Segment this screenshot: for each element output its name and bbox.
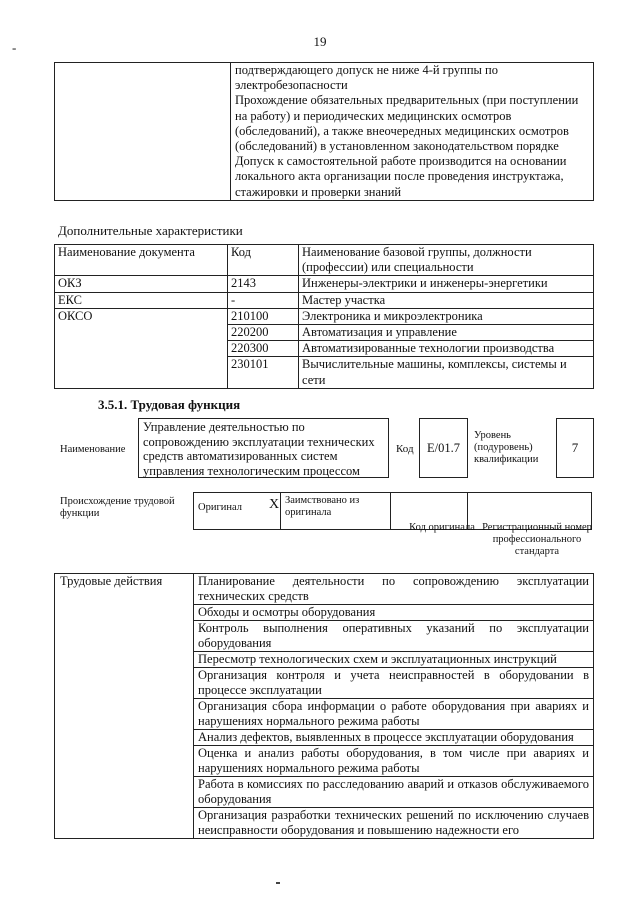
table-cell-empty <box>55 63 231 201</box>
doc-cell: ЕКС <box>55 292 228 308</box>
page-number: 19 <box>313 34 327 49</box>
doc-cell: ОКСО <box>55 308 228 388</box>
table-header-row <box>55 245 594 276</box>
table-row <box>55 276 594 292</box>
name-label: Наименование <box>60 444 126 455</box>
name-cell: Инженеры-электрики и инженеры-энергетики <box>299 276 594 292</box>
code-box: E/01.7 <box>419 418 468 478</box>
code-cell: 2143 <box>228 276 299 292</box>
labour-action-item: Работа в комиссиях по расследованию аварий и отказов обслуживаемого оборудования <box>194 777 594 808</box>
code-cell: 220200 <box>228 325 299 341</box>
labour-actions-table <box>54 573 594 839</box>
labour-action-item: Оценка и анализ работы оборудования, в том числе при авариях и нарушениях нормального режима работы <box>194 746 594 777</box>
labour-action-item: Планирование деятельности по сопровождению эксплуатации технических средств <box>194 574 594 605</box>
requirements-cell <box>231 63 594 201</box>
function-name-box: Управление деятельностью по сопровождению эксплуатации технических средств автоматизированных систем управления технологическим процессом <box>138 418 389 478</box>
additional-characteristics-heading: Дополнительные характеристики <box>58 223 243 238</box>
level-box: 7 <box>556 418 594 478</box>
column-header: Наименование документа <box>55 245 228 276</box>
doc-cell: ОКЗ <box>55 276 228 292</box>
name-cell: Электроника и микроэлектроника <box>299 308 594 324</box>
scan-mark: - <box>12 40 17 55</box>
labour-action-item: Обходы и осмотры оборудования <box>194 605 594 621</box>
name-cell: Автоматизация и управление <box>299 325 594 341</box>
origin-label: Происхождение трудовой функции <box>60 496 175 519</box>
requirements-continuation-table <box>54 62 594 201</box>
level-label: Уровень (подуровень) квалификации <box>474 430 539 465</box>
labour-action-item: Организация сбора информации о работе оборудования при авариях и нарушениях нормального режима работы <box>194 699 594 730</box>
table-row <box>55 574 594 605</box>
table-row <box>55 292 594 308</box>
name-cell: Мастер участка <box>299 292 594 308</box>
code-cell: 210100 <box>228 308 299 324</box>
name-cell: Вычислительные машины, комплексы, системы и сети <box>299 357 594 388</box>
name-cell: Автоматизированные технологии производства <box>299 341 594 357</box>
requirement-paragraph: подтверждающего допуск не ниже 4-й группы по электробезопасности <box>235 63 498 93</box>
original-mark: X <box>268 493 281 530</box>
code-cell: 230101 <box>228 357 299 388</box>
code-label: Код <box>396 443 414 455</box>
labour-actions-header: Трудовые действия <box>55 574 194 839</box>
reg-number-label: Регистрационный номер профессионального стандарта <box>482 522 592 557</box>
column-header: Код <box>228 245 299 276</box>
labour-action-item: Организация контроля и учета неисправностей в оборудовании в процессе эксплуатации <box>194 668 594 699</box>
requirement-paragraph: Прохождение обязательных предварительных (при поступлении на работу) и периодических медицинских осмотров (обследований), а также внеочередных медицинских осмотров (обследований) в установленном законодательством порядке <box>235 93 579 154</box>
code-original-label: Код оригинала <box>409 522 475 533</box>
additional-characteristics-table <box>54 244 594 389</box>
requirement-paragraph: Допуск к самостоятельной работе производится на основании локального акта организации после проведения инструктажа, стажировки и проверки знаний <box>235 154 567 199</box>
labour-action-item: Организация разработки технических решений по исключению случаев неисправности оборудования и повышению надежности его <box>194 808 594 839</box>
column-header: Наименование базовой группы, должности (профессии) или специальности <box>299 245 594 276</box>
table-row <box>55 63 594 201</box>
code-cell: - <box>228 292 299 308</box>
section-heading: 3.5.1. Трудовая функция <box>98 397 241 412</box>
table-row <box>55 308 594 324</box>
labour-action-item: Пересмотр технологических схем и эксплуатационных инструкций <box>194 652 594 668</box>
original-label: Оригинал <box>194 493 269 530</box>
code-cell: 220300 <box>228 341 299 357</box>
labour-action-item: Контроль выполнения оперативных указаний по эксплуатации оборудования <box>194 621 594 652</box>
scan-mark-bottom <box>276 882 280 884</box>
borrowed-label: Заимствовано из оригинала <box>281 493 391 530</box>
labour-action-item: Анализ дефектов, выявленных в процессе эксплуатации оборудования <box>194 730 594 746</box>
